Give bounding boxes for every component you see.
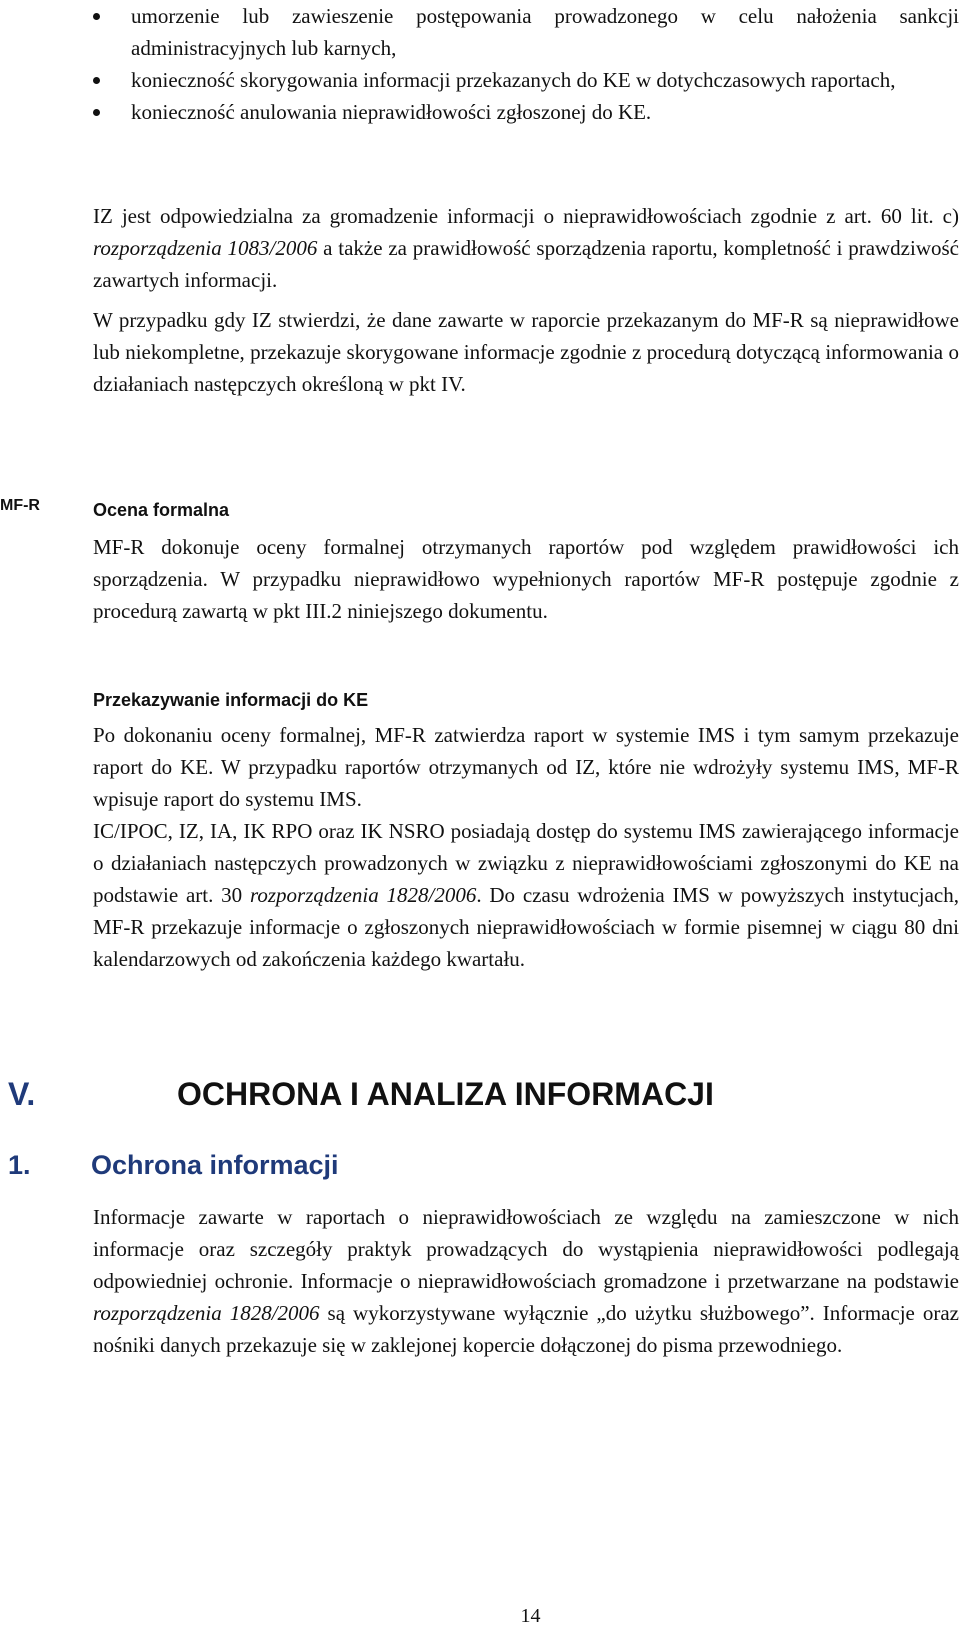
text-run: a także za prawidłowość sporządzenia raportu, kompletność i prawdziwość zawartych informacji.: [93, 236, 959, 292]
list-item: [93, 64, 959, 96]
regulation-reference: rozporządzenia 1828/2006: [93, 1301, 320, 1325]
regulation-reference: rozporządzenia 1828/2006: [249, 883, 477, 907]
bullet-list: [93, 0, 959, 128]
text-run: są wykorzystywane wyłącznie „do użytku służbowego”. Informacje oraz nośniki danych przekazuje się w zaklejonej kopercie dołączonej do pisma przewodniego.: [93, 1301, 959, 1357]
list-item: [93, 0, 959, 64]
paragraph-iz-responsibility: [93, 200, 959, 296]
text-run: Informacje zawarte w raportach o nieprawidłowościach ze względu na zamieszczone w nich informacje oraz szczegóły praktyk prowadzących do wystąpienia nieprawidłowości podlegają odpowiedniej ochronie. Informacje o nieprawidłowościach gromadzone i przetwarzane na podstawie: [93, 1205, 959, 1293]
subsection-title-formal-assessment: Ocena formalna: [93, 500, 230, 520]
subchapter-title: Ochrona informacji: [91, 1150, 339, 1180]
paragraph-formal-assessment: MF-R dokonuje oceny formalnej otrzymanych raportów pod względem prawidłowości ich sporządzenia. W przypadku nieprawidłowo wypełnionych raportów MF-R postępuje zgodnie z procedurą zawartą w pkt III.2 niniejszego dokumentu.: [93, 535, 959, 623]
list-item: [93, 96, 959, 128]
bullet-dot: [93, 109, 100, 116]
paragraph-correction-procedure: W przypadku gdy IZ stwierdzi, że dane zawarte w raporcie przekazanym do MF-R są nieprawidłowe lub niekompletne, przekazuje skorygowane informacje zgodnie z procedurą dotyczącą informowania o działaniach następczych określoną w pkt IV.: [93, 308, 959, 396]
text-run: IC/IPOC, IZ, IA, IK RPO oraz IK NSRO posiadają dostęp do systemu IMS zawierającego informacje o działaniach następczych prowadzonych w związku z nieprawidłowościami zgłoszonymi do KE na podstawie art. 30: [93, 819, 959, 907]
bullet-dot: [93, 77, 100, 84]
page-number: 14: [520, 1605, 541, 1627]
subsection-title-reporting-to-ke: Przekazywanie informacji do KE: [93, 690, 369, 710]
bullet-text: konieczność anulowania nieprawidłowości zgłoszonej do KE.: [131, 100, 652, 124]
chapter-title: OCHRONA I ANALIZA INFORMACJI: [177, 1076, 714, 1112]
margin-actor-label: MF-R: [0, 497, 40, 514]
regulation-reference: rozporządzenia 1083/2006: [93, 236, 318, 260]
paragraph-ims-approval: Po dokonaniu oceny formalnej, MF-R zatwierdza raport w systemie IMS i tym samym przekazuje raport do KE. W przypadku raportów otrzymanych od IZ, które nie wdrożyły systemu IMS, MF-R wpisuje raport do systemu IMS.: [93, 723, 959, 811]
bullet-dot: [93, 13, 100, 20]
subchapter-number: 1.: [8, 1150, 31, 1180]
bullet-text: konieczność skorygowania informacji przekazanych do KE w dotychczasowych raportach,: [131, 68, 896, 92]
text-run: IZ jest odpowiedzialna za gromadzenie informacji o nieprawidłowościach zgodnie z art. 60 lit. c): [93, 204, 959, 228]
text-run: . Do czasu wdrożenia IMS w powyższych instytucjach, MF-R przekazuje informacje o zgłoszonych nieprawidłowościach w formie pisemnej w ciągu 80 dni kalendarzowych od zakończenia każdego kwartału.: [93, 883, 960, 971]
paragraph-ims-access: [93, 815, 959, 975]
bullet-text: umorzenie lub zawieszenie postępowania prowadzonego w celu nałożenia sankcji administracyjnych lub karnych,: [131, 4, 959, 60]
chapter-number: V.: [8, 1076, 36, 1112]
paragraph-information-protection: [93, 1201, 959, 1361]
